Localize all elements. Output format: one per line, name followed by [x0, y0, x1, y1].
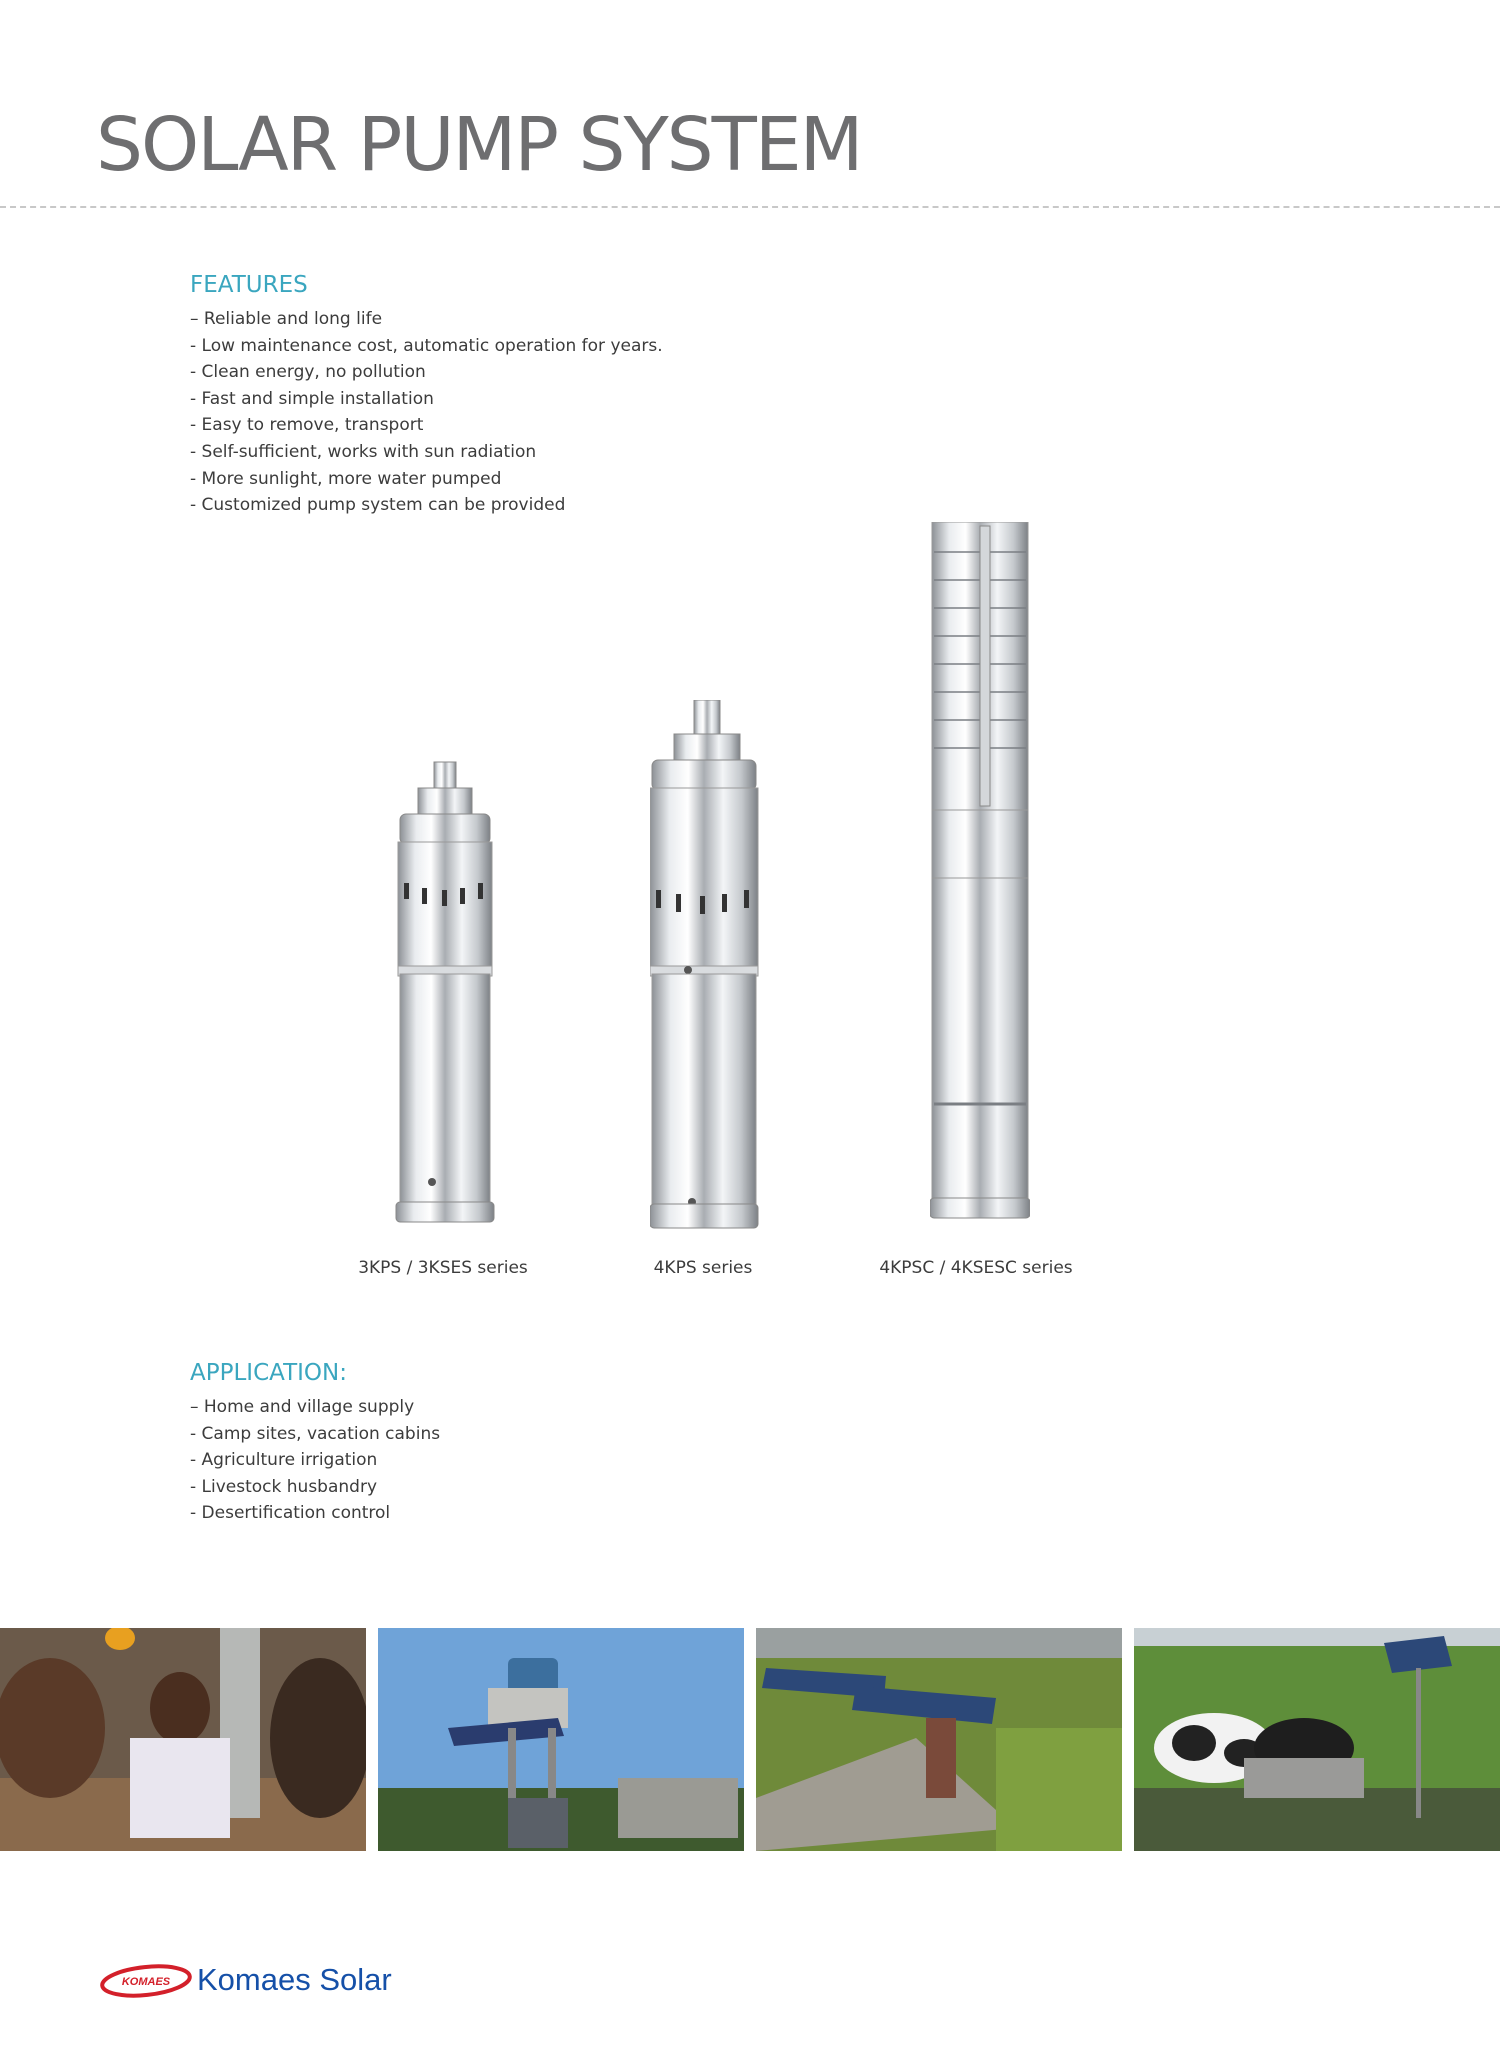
application-item: - Camp sites, vacation cabins	[190, 1423, 441, 1444]
photo-irrigation-solar-panels	[756, 1628, 1122, 1851]
product-caption-3kps: 3KPS / 3KSES series	[358, 1258, 528, 1278]
feature-item: - Low maintenance cost, automatic operation for years.	[190, 335, 663, 356]
pump-4kpsc-image	[930, 522, 1030, 1238]
product-caption-4kpsc: 4KPSC / 4KSESC series	[879, 1258, 1073, 1278]
brand-name: Komaes Solar	[197, 1962, 392, 1997]
feature-item: – Reliable and long life	[190, 309, 383, 329]
application-item: - Desertification control	[190, 1503, 391, 1524]
features-list	[190, 306, 663, 519]
application-item: – Home and village supply	[190, 1397, 415, 1417]
feature-item: - Fast and simple installation	[190, 388, 434, 409]
product-caption-4kps: 4KPS series	[653, 1258, 753, 1278]
dashed-divider	[0, 206, 1500, 208]
feature-item: - Clean energy, no pollution	[190, 362, 426, 383]
feature-item: - More sunlight, more water pumped	[190, 468, 502, 489]
application-heading: APPLICATION:	[190, 1360, 347, 1386]
photo-children-drinking	[0, 1628, 366, 1851]
komaes-logo-text: KOMAES	[121, 1976, 171, 1988]
page-title: SOLAR PUMP SYSTEM	[96, 102, 862, 188]
pump-3kps-image	[390, 758, 500, 1234]
feature-item: - Customized pump system can be provided	[190, 495, 566, 516]
application-list	[190, 1394, 440, 1527]
pump-4kps-image	[650, 700, 760, 1234]
photo-water-tower	[378, 1628, 744, 1851]
feature-item: - Self-sufficient, works with sun radiation	[190, 441, 537, 462]
photo-cows-livestock	[1134, 1628, 1500, 1851]
feature-item: - Easy to remove, transport	[190, 415, 424, 436]
application-item: - Livestock husbandry	[190, 1476, 377, 1497]
application-item: - Agriculture irrigation	[190, 1450, 378, 1471]
features-heading: FEATURES	[190, 272, 308, 298]
komaes-logo-icon	[100, 1962, 192, 2000]
